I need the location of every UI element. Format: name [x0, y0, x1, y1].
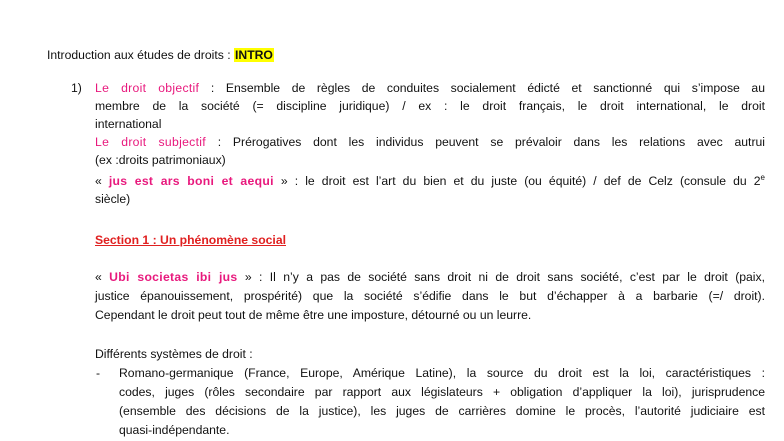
intro-badge: INTRO — [235, 48, 273, 62]
systems-line-4: quasi-indépendante. — [119, 423, 230, 437]
page-heading — [47, 47, 274, 63]
ubi-societas-term: Ubi societas ibi jus — [109, 270, 238, 284]
item-number: 1) — [71, 81, 82, 95]
subjectif-definition: : Prérogatives dont les individus peuvent se prévaloir dans les relations avec autrui — [205, 135, 765, 149]
para-line-2: justice épanouissement, prospérité) que la société s’édifie dans le but d’échapper à a barbarie (=/ droit). — [95, 289, 765, 303]
objectif-term: Le droit objectif — [95, 81, 200, 95]
objectif-line — [95, 80, 765, 96]
latin-quote-line-2: siècle) — [95, 192, 131, 206]
bullet-dash: - — [96, 366, 101, 380]
latin-quote-line — [95, 173, 765, 189]
latin-quote-term: jus est ars boni et aequi — [108, 174, 274, 188]
century-superscript: e — [760, 172, 765, 182]
subjectif-example: (ex :droits patrimoniaux) — [95, 153, 226, 167]
objectif-line-2: membre de la société (= discipline juridique) / ex : le droit français, le droit international, le droit — [95, 99, 765, 113]
objectif-definition: : Ensemble de règles de conduites socialement édicté et sanctionné qui s’impose au — [199, 81, 765, 95]
quote-open: « — [95, 174, 109, 188]
para-quote-open: « — [95, 270, 110, 284]
heading-text: Introduction aux études de droits : — [47, 48, 231, 62]
section-1-title: Section 1 : Un phénomène social — [95, 233, 286, 247]
section-title — [95, 232, 286, 248]
para-line-3: Cependant le droit peut tout de même être une imposture, détourné ou un leurre. — [95, 308, 532, 322]
objectif-line-3: international — [95, 117, 162, 131]
systems-line-2: codes, juges (rôles secondaire par rapport aux législateurs + obligation d’appliquer la loi), jurisprudence — [119, 385, 765, 399]
subjectif-term: Le droit subjectif — [95, 135, 206, 149]
systems-line-1: Romano-germanique (France, Europe, Amérique Latine), la source du droit est la loi, caractéristiques : — [119, 366, 765, 380]
systems-title: Différents systèmes de droit : — [95, 347, 253, 361]
para-line-1-rest: » : Il n’y a pas de société sans droit ni de droit sans société, c’est par le droit (paix, — [237, 270, 765, 284]
para-line-1 — [95, 269, 765, 285]
subjectif-line — [95, 134, 765, 150]
latin-quote-definition: » : le droit est l’art du bien et du juste (ou équité) / def de Celz (consule du 2 — [273, 174, 761, 188]
systems-line-3: (ensemble des décisions de la justice), les juges de carrières domine le procès, l’autorité judiciaire est — [119, 404, 765, 418]
